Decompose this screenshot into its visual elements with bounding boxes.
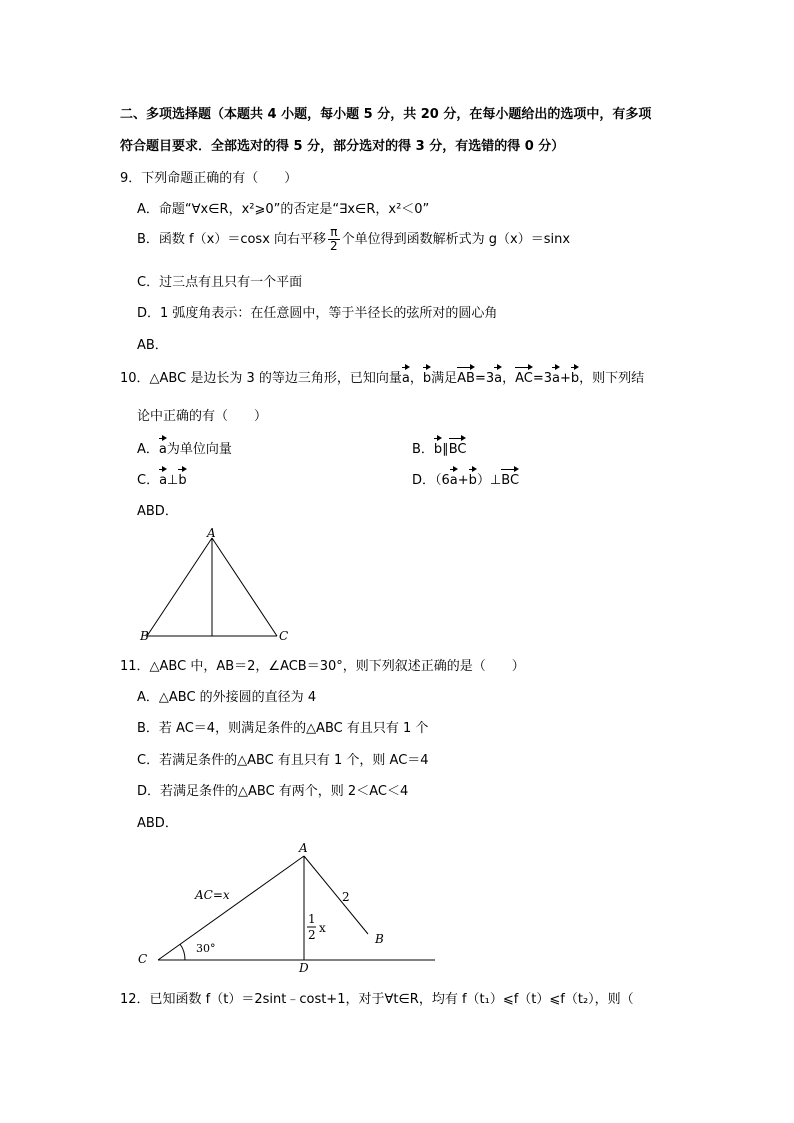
- vector-bc: BC: [449, 437, 467, 456]
- vertex-label-d: D: [299, 961, 309, 975]
- vertex-label-c: C: [279, 629, 289, 643]
- section-header-line1: 二、多项选择题（本题共 4 小题，每小题 5 分，共 20 分，在每小题给出的选项中，有多项: [120, 107, 652, 122]
- q10-stem-line2: 论中正确的有（ ）: [137, 409, 268, 424]
- side-ab: [147, 538, 212, 636]
- equilateral-triangle-figure: [135, 524, 305, 648]
- q9-stem: 9．下列命题正确的有（ ）: [120, 171, 298, 186]
- vector-ac: AC: [515, 366, 533, 385]
- q9-option-b: B．函数 f（x）＝cosx 向右平移 $\frac{\pi}{2}$ 个单位得到函数解析式为 g（x）＝sinx: [137, 225, 571, 254]
- q10-option-c: C．a⊥b: [137, 468, 187, 488]
- q11-option-d: D．若满足条件的△ABC 有两个，则 2＜AC＜4: [137, 784, 409, 799]
- pi-over-2-fraction: $\frac{\pi}{2}$: [330, 225, 338, 254]
- vertex-label-b: B: [375, 932, 384, 946]
- q9-option-d: D．1 弧度角表示：在任意圆中，等于半径长的弦所对的圆心角: [137, 306, 498, 321]
- label-30-degree: 30°: [196, 942, 216, 955]
- half-x-variable: x: [319, 921, 326, 935]
- q12-stem: 12．已知函数 f（t）＝2sint﹣cost+1，对于∀t∈R，均有 f（t₁）⩽f（t）⩽f（t₂），则（: [120, 992, 634, 1007]
- q11-option-c: C．若满足条件的△ABC 有且只有 1 个，则 AC＝4: [137, 753, 429, 768]
- label-ac-x: AC=x: [195, 888, 230, 902]
- q10-answer: ABD．: [137, 504, 178, 519]
- vector-ab: AB: [457, 366, 475, 385]
- side-ac: [212, 538, 277, 636]
- q10-stem: 10．△ABC 是边长为 3 的等边三角形，已知向量a，b满足AB=3a，AC=3a+b，则下列结: [120, 366, 644, 386]
- triangle-30-degree-figure: [130, 836, 445, 976]
- section-header-line2: 符合题目要求．全部选对的得 5 分，部分选对的得 3 分，有选错的得 0 分）: [120, 139, 565, 154]
- q9-option-c: C．过三点有且只有一个平面: [137, 275, 303, 290]
- vector-a: a: [402, 366, 410, 385]
- q11-option-a: A．△ABC 的外接圆的直径为 4: [137, 690, 317, 705]
- q11-option-b: B．若 AC＝4，则满足条件的△ABC 有且只有 1 个: [137, 721, 429, 736]
- angle-arc: [180, 944, 185, 960]
- q10-option-b: B．b∥BC: [412, 437, 466, 457]
- label-ab-2: 2: [342, 890, 350, 904]
- vector-b: b: [423, 366, 431, 385]
- vertex-label-a: A: [299, 841, 308, 855]
- vertex-label-c: C: [138, 952, 148, 966]
- q9-option-a: A．命题“∀x∈R，x²⩾0”的否定是“∃x∈R，x²＜0”: [137, 202, 430, 217]
- half-x-numerator: 1: [308, 912, 316, 926]
- q11-stem: 11．△ABC 中，AB＝2，∠ACB＝30°，则下列叙述正确的是（ ）: [120, 659, 525, 674]
- q11-answer: ABD．: [137, 816, 178, 831]
- q10-option-d: D．（6a+b）⊥BC: [412, 468, 519, 488]
- q10-option-a: A．a为单位向量: [137, 437, 232, 457]
- vertex-label-b: B: [140, 629, 149, 643]
- q9-answer: AB．: [137, 338, 168, 353]
- vertex-label-a: A: [207, 526, 216, 540]
- half-x-denominator: 2: [308, 928, 316, 942]
